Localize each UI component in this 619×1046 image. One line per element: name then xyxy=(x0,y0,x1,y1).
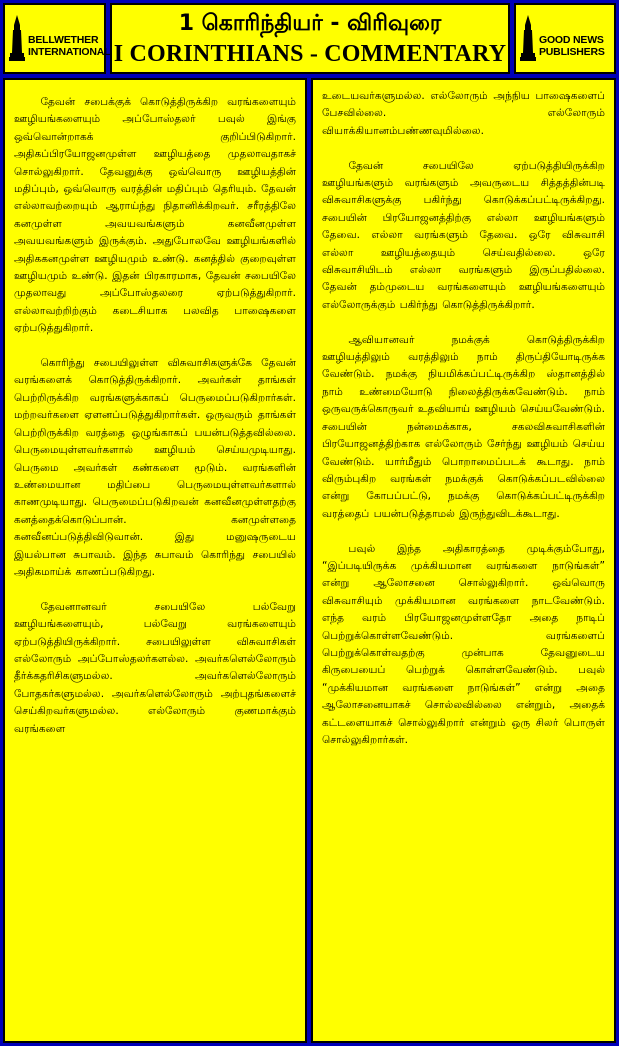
left-column xyxy=(3,78,307,1043)
paragraph: கொரிந்து சபையிலுள்ள விசுவாசிகளுக்கே தேவன் வரங்களைக் கொடுத்திருக்கிறார். அவர்கள் தாங்கள் பெற்றிருக்கிற வரங்களுக்காகப் பெருமைப்படுகிறார்கள். மற்றவர்களை ஏளனப்படுத்துகிறார்கள். ஒருவரும் தாங்கள் பெற்றிருக்கிற வரத்தை ஒழுங்காகப் பயன்படுத்தவில்லை. பெருமையுள்ளவர்களால் ஊழியம் செய்யமுடியாது. பெருமை அவர்கள் கண்களை மூடும். வரங்களின் உண்மையான மதிப்பை பெருமையுள்ளவர்களால் காணமுடியாது. பெருமைப்படுகிறவன் கனவீனமுள்ளதற்கு கனத்தைக்கொடுப்பான். கனமுள்ளதை கனவீனப்படுத்திவிடுவான். இது மனுஷருடைய இயல்பான சுபாவம். இந்த சுபாவம் கொரிந்து சபையில் அதிகமாய்க் காணப்படுகிறது. xyxy=(14,357,296,578)
publisher-logo-right xyxy=(514,3,616,74)
paragraph: ஆவியானவர் நமக்குக் கொடுத்திருக்கிற ஊழியத்திலும் வரத்திலும் நாம் திருப்தியோடிருக்க வேண்டும். நமக்கு நியமிக்கப்பட்டிருக்கிற ஸ்தானத்தில் நாம் உண்மையோடு நிலைத்திருக்கவேண்டும். நாம் ஒருவருக்கொருவர் உதவியாய் ஊழியம் செய்யவேண்டும். சபையின் நன்மைக்காக, சகலவிசுவாசிகளின் பிரயோஜனத்திற்காக எல்லோரும் சேர்ந்து ஊழியம் செய்ய வேண்டும். யார்மீதும் பொறாமைப்படக் கூடாது. நாம் விரும்புகிற வரங்கள் நமக்குக் கொடுக்கப்படவில்லை என்று கோபப்பட்டு, நமக்கு கொடுக்கப்பட்டிருக்கிற வரத்தைப் பயன்படுத்தாமல் இருந்துவிடக்கூடாது. xyxy=(322,333,605,520)
publisher-logo-left xyxy=(3,3,111,74)
tower-icon xyxy=(9,15,25,61)
paragraph: தேவன் சபைக்குக் கொடுத்திருக்கிற வரங்களையும் ஊழியங்களையும் அப்போஸ்தலர் பவுல் இங்கு ஒவ்வொன்றாகக் குறிப்பிடுகிறார். அதிகப்பிரயோஜனமுள்ள ஊழியத்தை முதலாவதாகச் சொல்லுகிறார். தேவனுக்கு ஒவ்வொரு ஊழியத்தின் மதிப்பும், ஒவ்வொரு வரத்தின் மதிப்பும் தெரியும். தேவன் எல்லாவற்றையும் ஆராய்ந்து நிதானிக்கிறவர். சரீரத்திலே கனமுள்ள அவயவங்களும் கனவீனமுள்ள அவயவங்களும் இருக்கும். அதுபோலவே ஊழியங்களில் அதிககனமுள்ள ஊழியமும் உண்டு. கனத்தில் குறைவுள்ள ஊழியமும் உண்டு. இதன் பிரகாரமாக, தேவன் சபையிலே முதலாவது அப்போஸ்தலரை ஏற்படுத்துகிறார். எல்லாவற்றிற்கும் கடைசியாக பலவித பாஷைகளை ஏற்படுத்துகிறார். xyxy=(14,96,296,335)
page-header xyxy=(110,3,510,74)
good-news-logo xyxy=(520,15,605,61)
tower-icon xyxy=(520,15,536,61)
paragraph: உடையவர்களுமல்ல. எல்லோரும் அந்நிய பாஷைகளைப் பேசவில்லை. எல்லோரும் வியாக்கியானம்பண்ணவுமில்லை. xyxy=(322,90,605,137)
bellwether-logo xyxy=(9,15,110,61)
logo-right-line1: GOOD NEWS xyxy=(539,34,604,46)
paragraph: பவுல் இந்த அதிகாரத்தை முடிக்கும்போது, “இப்படியிருக்க முக்கியமான வரங்களை நாடுங்கள்” என்று ஆலோசனை சொல்லுகிறார். ஒவ்வொரு விசுவாசியும் முக்கியமான வரங்களை நாடவேண்டும். எந்த வரம் பிரயோஜனமுள்ளதோ அதை நாடிப் பெற்றுக்கொள்ளவேண்டும். வரங்களைப் பெற்றுக்கொள்வதற்கு முன்பாக தேவனுடைய கிருபையைப் பெற்றுக் கொள்ளவேண்டும். பவுல் “முக்கியமான வரங்களை நாடுங்கள்” என்று அதை ஆலோசனையாகச் சொல்லவில்லை என்றும், அதைக் கட்டளையாகச் சொல்லுகிறார் என்றும் ஒரு சிலர் பொருள் சொல்லுகிறார்கள். xyxy=(322,542,605,746)
paragraph: தேவனானவர் சபையிலே பல்வேறு ஊழியங்களையும், பல்வேறு வரங்களையும் ஏற்படுத்தியிருக்கிறார். சபையிலுள்ள விசுவாசிகள் எல்லோரும் அப்போஸ்தலர்களல்ல. அவர்களெல்லோரும் தீர்க்கதரிசிகளுமல்ல. அவர்களெல்லோரும் போதகர்களுமல்ல. அவர்களெல்லோரும் அற்புதங்களைச் செய்கிறவர்களுமல்ல. எல்லோரும் குணமாக்கும் வரங்களை xyxy=(14,600,296,735)
logo-right-line2: PUBLISHERS xyxy=(539,46,605,58)
logo-left-line2: INTERNATIONAL xyxy=(28,46,111,58)
right-column xyxy=(311,78,616,1043)
paragraph: தேவன் சபையிலே ஏற்படுத்தியிருக்கிற ஊழியங்களும் வரங்களும் அவருடைய சித்தத்தின்படி விசுவாசிகளுக்கு பகிர்ந்து கொடுக்கப்பட்டிருக்கிறது. சபையின் பிரயோஜனத்திற்கு எல்லா ஊழியங்களும் தேவை. எல்லா வரங்களும் தேவை. ஒரே விசுவாசி எல்லா ஊழியத்தையும் செய்வதில்லை. ஒரே விசுவாசியிடம் எல்லா வரங்களும் இருப்பதில்லை. தேவன் தம்முடைய வரங்களையும் ஊழியங்களையும் எல்லோருக்கும் பகிர்ந்து கொடுத்திருக்கிறார். xyxy=(322,159,605,311)
logo-left-line1: BELLWETHER xyxy=(28,34,99,46)
page-title-english: I CORINTHIANS - COMMENTARY xyxy=(113,40,507,67)
page-title-tamil: 1 கொரிந்தியர் - விரிவுரை xyxy=(178,10,442,36)
